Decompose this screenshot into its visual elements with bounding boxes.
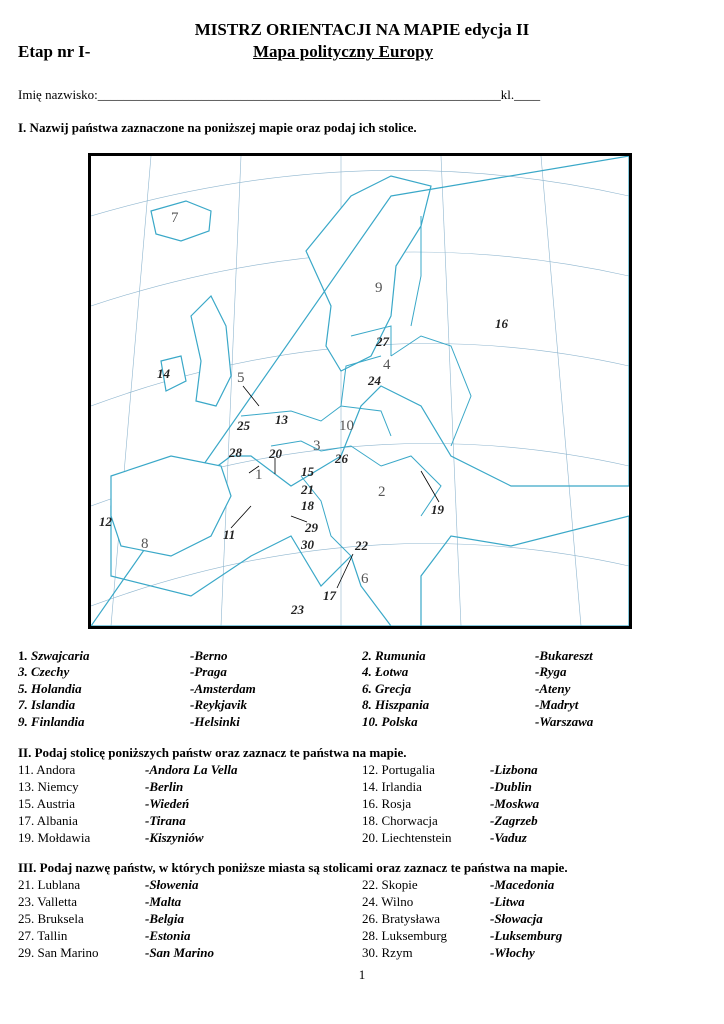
question-capital: 24. Wilno — [362, 894, 414, 909]
question-capital: 30. Rzym — [362, 945, 413, 960]
great-britain-shape — [191, 296, 231, 406]
answer-capital: -Tirana — [145, 813, 186, 828]
answer-country: -Luksemburg — [490, 928, 563, 943]
map-label: 24 — [368, 373, 381, 388]
answer-country: 6. Grecja — [362, 681, 412, 696]
question-capital: 21. Lublana — [18, 877, 81, 892]
answer-country: -San Marino — [145, 945, 214, 960]
answer-capital: -Bukareszt — [535, 648, 593, 663]
map-label: 29 — [305, 520, 318, 535]
answer-country: -Estonia — [145, 928, 191, 943]
iceland-shape — [151, 201, 211, 241]
answer-capital: -Berno — [190, 648, 228, 663]
map-leader-lines — [231, 386, 439, 588]
answer-capital: -Madryt — [535, 697, 579, 712]
answer-capital: -Ryga — [535, 664, 567, 679]
question-country: 17. Albania — [18, 813, 78, 828]
question-capital: 28. Luksemburg — [362, 928, 447, 943]
map-label: 30 — [301, 537, 314, 552]
answer-capital: -Helsinki — [190, 714, 240, 729]
map-label: 14 — [157, 366, 170, 381]
map-label: 7 — [171, 210, 179, 226]
answer-number: 1 — [18, 648, 25, 663]
answer-capital: -Moskwa — [490, 796, 540, 811]
question-capital: 25. Bruksela — [18, 911, 84, 926]
document-title: MISTRZ ORIENTACJI NA MAPIE edycja II — [194, 20, 530, 39]
question-capital: 29. San Marino — [18, 945, 99, 960]
name-field-line[interactable]: Imię nazwisko:______________________________________________________________kl.____ — [18, 87, 541, 102]
answer-country: 8. Hiszpania — [362, 697, 430, 712]
question-country: 19. Mołdawia — [18, 830, 91, 845]
question-capital: 26. Bratysława — [362, 911, 440, 926]
question-capital: 27. Tallin — [18, 928, 68, 943]
answer-capital: -Dublin — [490, 779, 532, 794]
map-label: 11 — [223, 527, 236, 542]
map-label: 19 — [431, 502, 444, 517]
answer-capital: -Praga — [190, 664, 227, 679]
answer-capital: -Lizbona — [490, 762, 538, 777]
map-label: 22 — [355, 538, 368, 553]
question-country: 11. Andora — [18, 762, 76, 777]
europe-political-map — [88, 153, 632, 629]
map-label: 5 — [237, 370, 245, 386]
map-label: 27 — [376, 334, 389, 349]
map-label: 13 — [275, 412, 288, 427]
question-country: 12. Portugalia — [362, 762, 435, 777]
map-label: 2 — [378, 484, 386, 500]
map-label: 17 — [323, 588, 336, 603]
answer-country: 7. Islandia — [18, 697, 76, 712]
question-capital: 22. Skopie — [362, 877, 418, 892]
map-label: 25 — [237, 418, 250, 433]
answer-country: 4. Łotwa — [362, 664, 409, 679]
answer-country: -Malta — [145, 894, 182, 909]
document-subtitle: Mapa polityczny Europy — [253, 42, 434, 61]
map-label: 16 — [495, 316, 508, 331]
page-number: 1 — [358, 967, 366, 982]
map-label: 4 — [383, 357, 391, 373]
map-label: 18 — [301, 498, 314, 513]
answer-country: 10. Polska — [362, 714, 418, 729]
map-label: 12 — [99, 514, 112, 529]
answer-country: -Włochy — [490, 945, 535, 960]
answer-capital: -Zagrzeb — [490, 813, 538, 828]
map-label: 26 — [335, 451, 348, 466]
map-label: 8 — [141, 536, 149, 552]
answer-country: -Słowenia — [145, 877, 199, 892]
section-2-heading: II. Podaj stolicę poniższych państw oraz zaznacz te państwa na mapie. — [18, 745, 407, 760]
answer-country: . Szwajcaria — [24, 648, 90, 663]
answer-capital: -Andora La Vella — [145, 762, 238, 777]
answer-capital: -Reykjavik — [190, 697, 248, 712]
map-label: 10 — [339, 418, 354, 434]
answer-country: 9. Finlandia — [18, 714, 85, 729]
map-label: 3 — [313, 438, 321, 454]
map-label: 6 — [361, 571, 369, 587]
map-label: 23 — [291, 602, 304, 617]
answer-country: -Słowacja — [490, 911, 543, 926]
answer-capital: -Amsterdam — [190, 681, 256, 696]
question-country: 14. Irlandia — [362, 779, 422, 794]
answer-country: 3. Czechy — [18, 664, 70, 679]
map-label: 21 — [301, 482, 314, 497]
question-country: 20. Liechtenstein — [362, 830, 452, 845]
stage-label: Etap nr I- — [18, 42, 91, 61]
map-label: 20 — [269, 446, 282, 461]
map-label: 28 — [229, 445, 242, 460]
answer-capital: -Vaduz — [490, 830, 527, 845]
answer-country: -Macedonia — [490, 877, 555, 892]
answer-country: -Belgia — [145, 911, 184, 926]
answer-country: 5. Holandia — [18, 681, 82, 696]
question-country: 18. Chorwacja — [362, 813, 438, 828]
answer-capital: -Warszawa — [535, 714, 594, 729]
answer-capital: -Kiszyniów — [145, 830, 204, 845]
question-country: 16. Rosja — [362, 796, 412, 811]
answer-capital: -Wiedeń — [145, 796, 190, 811]
iberia-shape — [111, 456, 231, 556]
answer-capital: -Ateny — [535, 681, 571, 696]
answer-country: -Litwa — [490, 894, 525, 909]
question-country: 15. Austria — [18, 796, 76, 811]
question-country: 13. Niemcy — [18, 779, 79, 794]
question-capital: 23. Valletta — [18, 894, 77, 909]
section-3-heading: III. Podaj nazwę państw, w których poniższe miasta są stolicami oraz zaznacz te państwa na mapie. — [18, 860, 568, 875]
map-number-labels — [99, 210, 509, 617]
map-canvas — [91, 156, 629, 626]
map-label: 9 — [375, 280, 383, 296]
answer-capital: -Berlin — [145, 779, 184, 794]
map-coastlines — [91, 156, 629, 626]
map-label: 1 — [255, 467, 263, 483]
map-label: 15 — [301, 464, 314, 479]
section-1-heading: I. Nazwij państwa zaznaczone na poniższej mapie oraz podaj ich stolice. — [18, 120, 417, 135]
answer-country: 2. Rumunia — [362, 648, 426, 663]
